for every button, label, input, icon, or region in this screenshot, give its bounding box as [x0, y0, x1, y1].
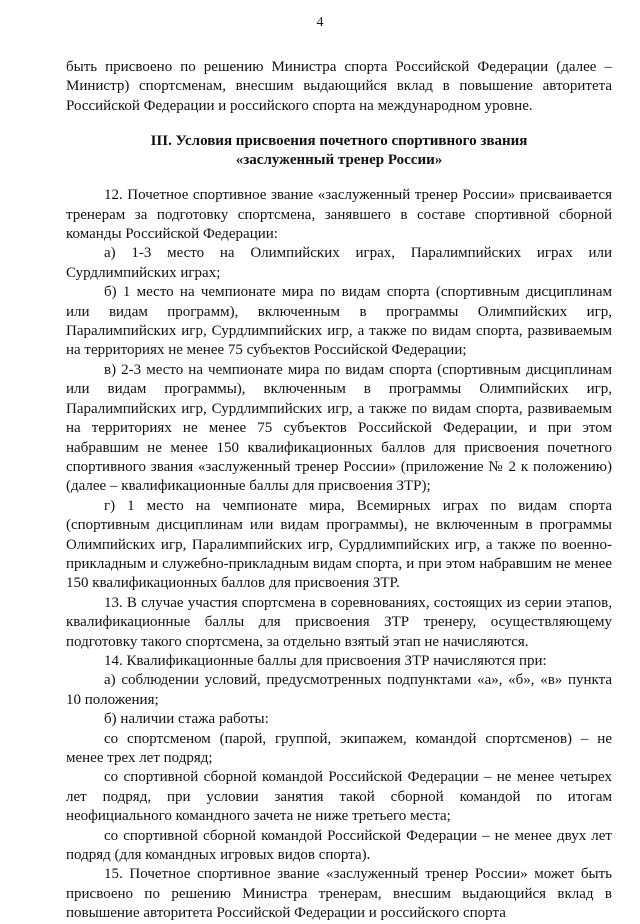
paragraph-14-b-2: со спортивной сборной командой Российской Федерации – не менее четырех лет подряд, при условии занятия такой сборной командой по итогам неофициального командного зачета не ниже третьего места;	[66, 769, 612, 825]
page-number: 4	[316, 15, 324, 30]
paragraph-12-v: в) 2-3 место на чемпионате мира по видам спорта (спортивным дисциплинам или видам программы), включенным в программы Олимпийских игр, Паралимпийских игр, Сурдлимпийских игр, а также по видам спорта, развиваемым на территориях не менее 75 субъектов Российской Федерации, и при этом набравшим не менее 150 квалификационных баллов для присвоения почетного спортивного звания «заслуженный тренер России» (приложение № 2 к положению) (далее – квалификационные баллы для присвоения ЗТР);	[66, 361, 612, 495]
paragraph-14-b: б) наличии стажа работы:	[104, 711, 269, 728]
paragraph-12-a: а) 1-3 место на Олимпийских играх, Паралимпийских играх или Сурдлимпийских играх;	[66, 245, 612, 281]
paragraph-12-g: г) 1 место на чемпионате мира, Всемирных играх по видам спорта (спортивным дисциплинам или видам программы), не включенным в программы Олимпийских игр, Паралимпийских игр, Сурдлимпийских игр, а также по военно-прикладным и служебно-прикладным видам спорта, и при этом набравшим не менее 150 квалификационных баллов для присвоения ЗТР.	[66, 497, 612, 592]
paragraph-14-b-1: со спортсменом (парой, группой, экипажем, командой спортсменов) – не менее трех лет подряд;	[66, 730, 612, 766]
paragraph-13: 13. В случае участия спортсмена в соревнованиях, состоящих из серии этапов, квалификационные баллы для присвоения ЗТР тренеру, осуществляющему подготовку такого спортсмена, за отдельно взятый этап не начисляются.	[66, 594, 612, 650]
paragraph-12-b: б) 1 место на чемпионате мира по видам спорта (спортивным дисциплинам или видам программ), включенным в программы Олимпийских игр, Паралимпийских игр, Сурдлимпийских игр, а также по видам спорта, развиваемым на территориях не менее 75 субъектов Российской Федерации;	[66, 284, 612, 359]
section-heading-line-1: III. Условия присвоения почетного спортивного звания	[150, 133, 528, 150]
section-heading-line-2: «заслуженный тренер России»	[235, 152, 443, 169]
paragraph-14-b-3: со спортивной сборной командой Российской Федерации – не менее двух лет подряд (для командных игровых видов спорта).	[66, 827, 612, 864]
paragraph-14-a: а) соблюдении условий, предусмотренных подпунктами «а», «б», «в» пункта 10 положения;	[66, 672, 612, 708]
paragraph-12: 12. Почетное спортивное звание «заслуженный тренер России» присваивается тренерам за подготовку спортсмена, занявшего в составе спортивной сборной команды Российской Федерации:	[66, 187, 612, 243]
document-body	[66, 58, 612, 924]
section-heading	[66, 132, 612, 170]
paragraph-14: 14. Квалификационные баллы для присвоения ЗТР начисляются при:	[104, 652, 547, 669]
paragraph-15: 15. Почетное спортивное звание «заслуженный тренер России» может быть присвоено по решению Министра тренерам, внесшим выдающийся вклад в повышение авторитета Российской Федерации и российского спорта	[66, 866, 612, 922]
intro-paragraph: быть присвоено по решению Министра спорта Российской Федерации (далее – Министр) спортсменам, внесшим выдающийся вклад в повышение авторитета Российской Федерации и российского спорта на международном уровне.	[66, 59, 612, 114]
